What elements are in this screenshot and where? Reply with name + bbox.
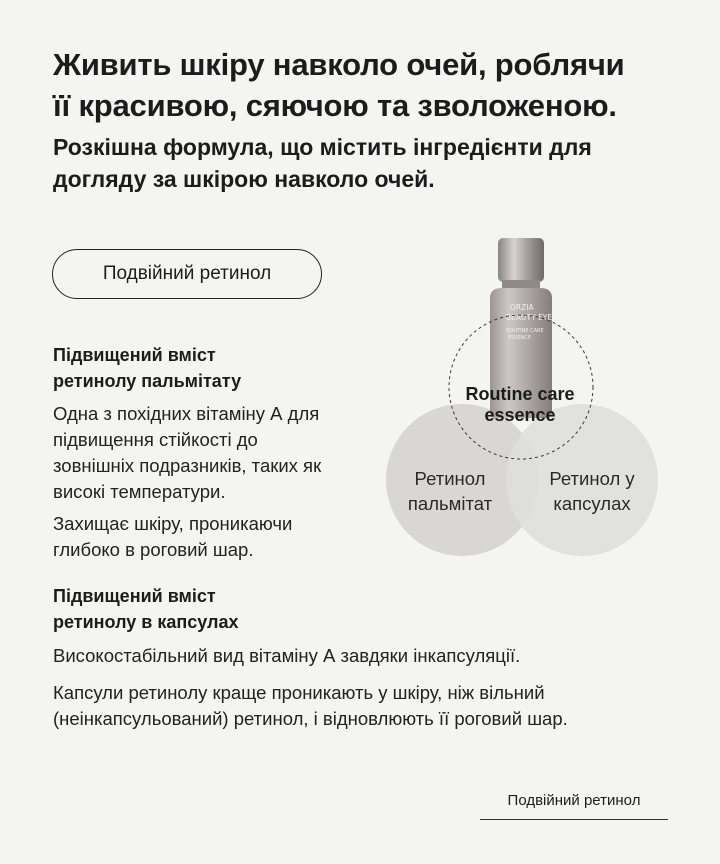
- section2-title-line-2: ретинолу в капсулах: [53, 612, 239, 632]
- section1-title-line-1: Підвищений вміст: [53, 345, 216, 365]
- venn-diagram: [380, 230, 670, 570]
- bottle-text-2: BEAUTY EYE: [506, 313, 553, 322]
- subhead-line-1: Розкішна формула, що містить інгредієнти для: [53, 134, 592, 160]
- subheadline: [53, 131, 693, 195]
- bottle-text-4: ESSENCE: [508, 335, 532, 341]
- bottle-text-1: ORZIA: [510, 303, 534, 312]
- s1p2-line-2: глибоко в роговий шар.: [53, 539, 254, 560]
- s2p2-line-2: (неінкапсульований) ретинол, і відновлюють її роговий шар.: [53, 708, 568, 729]
- double-retinol-pill: Подвійний ретинол: [52, 249, 322, 299]
- headline-line-1: Живить шкіру навколо очей, роблячи: [53, 47, 625, 82]
- section2-paragraph-1: Високостабільний вид вітаміну А завдяки інкапсуляції.: [53, 645, 521, 666]
- subhead-line-2: догляду за шкірою навколо очей.: [53, 166, 435, 192]
- headline: [53, 44, 693, 126]
- section1-title: [53, 342, 373, 394]
- section2-title: [53, 583, 373, 635]
- bottle-text-3: ROUTINE CARE: [506, 328, 544, 334]
- top-label-line-1: Routine care: [465, 384, 575, 404]
- right-label-line-2: капсулах: [553, 493, 631, 514]
- section1-paragraph-2: [53, 511, 292, 563]
- section2-paragraph-2: [53, 680, 693, 732]
- section1-paragraph-1: [53, 401, 321, 505]
- headline-line-2: її красивою, сяючою та зволоженою.: [53, 88, 617, 123]
- s1p1-line-2: підвищення стійкості до: [53, 429, 258, 450]
- right-label-line-1: Ретинол у: [549, 468, 635, 489]
- left-label-line-2: пальмітат: [407, 493, 493, 514]
- left-label-line-1: Ретинол: [414, 468, 486, 489]
- s1p1-line-3: зовнішніх подразників, таких як: [53, 455, 322, 476]
- s1p1-line-1: Одна з похідних вітаміну А для: [53, 403, 320, 424]
- section1-title-line-2: ретинолу пальмітату: [53, 371, 242, 391]
- s1p1-line-4: високі температури.: [53, 481, 226, 502]
- s2p2-line-1: Капсули ретинолу краще проникають у шкіру, ніж вільний: [53, 682, 545, 703]
- section2-title-line-1: Підвищений вміст: [53, 586, 216, 606]
- s1p2-line-1: Захищає шкіру, проникаючи: [53, 513, 293, 534]
- footer-double-retinol-link[interactable]: Подвійний ретинол: [480, 789, 668, 820]
- top-label-line-2: essence: [484, 405, 556, 425]
